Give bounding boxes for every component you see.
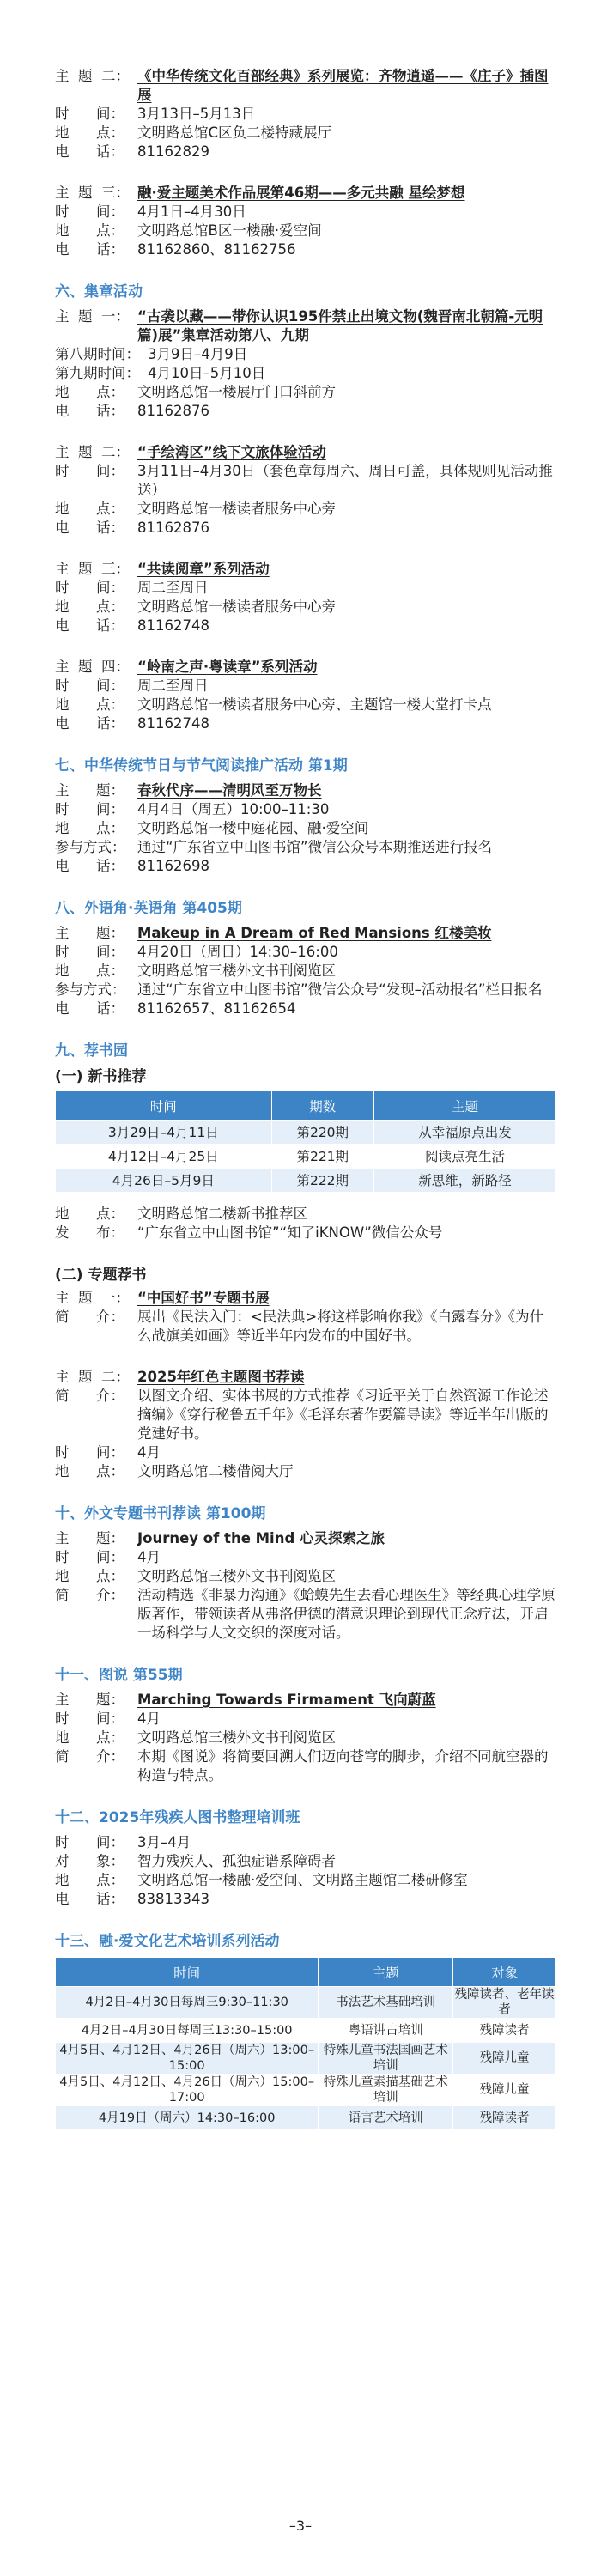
table-header-cell: 时间 xyxy=(56,1091,272,1121)
info-row xyxy=(55,143,556,161)
field-value: 文明路总馆二楼新书推荐区 xyxy=(137,1206,307,1222)
section-title: 十二、2025年残疾人图书整理培训班 xyxy=(55,1809,300,1826)
subsection-title: (二) 专题荐书 xyxy=(55,1267,147,1284)
field-value: 3月–4月 xyxy=(137,1834,191,1850)
info-row xyxy=(55,240,556,259)
table-cell: 书法艺术基础培训 xyxy=(319,1987,453,2019)
info-row xyxy=(55,981,556,999)
info-row xyxy=(55,598,556,617)
table-header-row xyxy=(56,1958,556,1987)
field-value: 81162748 xyxy=(137,715,209,732)
field-value: 文明路总馆三楼外文书刊阅览区 xyxy=(137,1729,336,1746)
activity-block xyxy=(55,560,556,635)
info-row xyxy=(55,345,556,364)
field-label: 主 题： xyxy=(55,782,124,799)
field-label: 时 间： xyxy=(55,204,124,220)
info-row xyxy=(55,714,556,733)
section-art-training xyxy=(55,1931,556,2130)
field-label: 电 话： xyxy=(55,1891,124,1907)
activity-block xyxy=(55,1529,556,1643)
field-label: 时 间： xyxy=(55,677,124,694)
field-value: 4月 xyxy=(137,1444,161,1461)
field-label: 电 话： xyxy=(55,617,124,634)
info-row xyxy=(55,462,556,500)
table-cell: 残障儿童 xyxy=(453,2043,556,2075)
section-title: 十、外文专题书刊荐读 第100期 xyxy=(55,1505,266,1522)
field-value: 81162829 xyxy=(137,143,209,160)
table-cell: 残障儿童 xyxy=(453,2075,556,2106)
table-cell: 4月19日（周六）14:30–16:00 xyxy=(56,2106,319,2130)
table-cell: 特殊儿童书法国画艺术培训 xyxy=(319,2043,453,2075)
info-row xyxy=(55,222,556,240)
field-value: 文明路总馆一楼中庭花园、融·爱空间 xyxy=(137,820,369,836)
field-label: 简 介： xyxy=(55,1309,124,1325)
table-cell: 残障读者 xyxy=(453,2106,556,2130)
table-cell: 4月5日、4月12日、4月26日（周六）15:00–17:00 xyxy=(56,2075,319,2106)
field-value: 文明路总馆C区负二楼特藏展厅 xyxy=(137,125,332,141)
table-header-cell: 时间 xyxy=(56,1958,319,1987)
topic-title: “共读阅章”系列活动 xyxy=(137,561,270,577)
field-value: 81162748 xyxy=(137,617,209,634)
field-value: 81162698 xyxy=(137,858,209,874)
field-label: 参与方式： xyxy=(55,839,126,855)
field-label: 电 话： xyxy=(55,858,124,874)
activity-block xyxy=(55,658,556,733)
activity-block xyxy=(55,184,556,259)
section-stamp-activities xyxy=(55,282,556,733)
info-row xyxy=(55,1710,556,1728)
info-row xyxy=(55,1747,556,1785)
field-label: 地 点： xyxy=(55,1206,124,1222)
field-value: 文明路总馆一楼展厅门口斜前方 xyxy=(137,384,336,400)
field-label: 主 题 二： xyxy=(55,444,130,460)
table-cell: 第220期 xyxy=(271,1121,373,1145)
field-label: 时 间： xyxy=(55,463,124,479)
info-row xyxy=(55,943,556,962)
field-value: 83813343 xyxy=(137,1891,209,1907)
info-row xyxy=(55,800,556,819)
field-label: 参与方式： xyxy=(55,981,126,998)
field-label: 第八期时间： xyxy=(55,346,140,362)
field-label: 地 点： xyxy=(55,1568,124,1584)
info-row xyxy=(55,560,556,579)
field-value: 81162657、81162654 xyxy=(137,1000,296,1017)
table-cell: 4月2日–4月30日每周三9:30–11:30 xyxy=(56,1987,319,2019)
info-row xyxy=(55,696,556,714)
table-header-row xyxy=(56,1091,556,1121)
info-row xyxy=(55,781,556,800)
subsection-title: (一) 新书推荐 xyxy=(55,1068,147,1085)
section-foreign-books xyxy=(55,1504,556,1643)
field-label: 发 布： xyxy=(55,1224,124,1241)
table-cell: 4月26日–5月9日 xyxy=(56,1169,272,1193)
info-row xyxy=(55,658,556,677)
schedule-table xyxy=(55,1957,556,2130)
field-label: 简 介： xyxy=(55,1748,124,1765)
field-label: 地 点： xyxy=(55,696,124,713)
field-label: 时 间： xyxy=(55,1444,124,1461)
info-row xyxy=(55,999,556,1018)
field-label: 电 话： xyxy=(55,715,124,732)
info-row xyxy=(55,857,556,876)
field-label: 电 话： xyxy=(55,1000,124,1017)
section-title: 六、集章活动 xyxy=(55,283,143,301)
activity-block xyxy=(55,1289,556,1346)
table-cell: 3月29日–4月11日 xyxy=(56,1121,272,1145)
info-row xyxy=(55,1871,556,1890)
info-row xyxy=(55,383,556,402)
field-label: 时 间： xyxy=(55,1834,124,1850)
field-value: 4月 xyxy=(137,1710,161,1727)
info-row xyxy=(55,962,556,981)
table-header-cell: 对象 xyxy=(453,1958,556,1987)
field-label: 地 点： xyxy=(55,963,124,979)
info-row xyxy=(55,105,556,124)
field-label: 电 话： xyxy=(55,241,124,258)
info-row xyxy=(55,443,556,462)
table-cell: 粤语讲古培训 xyxy=(319,2019,453,2043)
table-row xyxy=(56,1145,556,1169)
info-row xyxy=(55,203,556,222)
section-festival-reading xyxy=(55,756,556,876)
field-label: 主 题： xyxy=(55,1530,124,1546)
field-value: 4月10日–5月10日 xyxy=(148,365,266,381)
section-title: 十三、融·爱文化艺术培训系列活动 xyxy=(55,1933,280,1950)
field-label: 第九期时间： xyxy=(55,365,140,381)
field-value: 81162876 xyxy=(137,403,209,419)
section-english-corner xyxy=(55,898,556,1018)
table-header-cell: 期数 xyxy=(271,1091,373,1121)
info-row xyxy=(55,1443,556,1462)
field-value: 周二至周日 xyxy=(137,677,209,694)
field-label: 地 点： xyxy=(55,820,124,836)
table-row xyxy=(56,2019,556,2043)
activity-block xyxy=(55,443,556,538)
info-row xyxy=(55,1462,556,1481)
info-row xyxy=(55,402,556,421)
field-label: 主 题 三： xyxy=(55,561,130,577)
topic-title: “岭南之声·粤读章”系列活动 xyxy=(137,659,318,675)
topic-title: 春秋代序——清明风至万物长 xyxy=(137,782,322,799)
field-label: 主 题： xyxy=(55,925,124,941)
field-value: 文明路总馆一楼融·爱空间、文明路主题馆二楼研修室 xyxy=(137,1872,468,1888)
page-number: –3– xyxy=(288,2518,313,2534)
field-value: 3月11日–4月30日（套色章每周六、周日可盖，具体规则见活动推送） xyxy=(137,463,553,498)
table-header-cell: 主题 xyxy=(373,1091,555,1121)
field-value: 通过“广东省立中山图书馆”微信公众号“发现–活动报名”栏目报名 xyxy=(137,981,543,998)
activity-block xyxy=(55,307,556,421)
info-row xyxy=(55,1289,556,1308)
info-row xyxy=(55,1308,556,1346)
topic-title: Journey of the Mind 心灵探索之旅 xyxy=(137,1530,385,1546)
field-label: 时 间： xyxy=(55,944,124,960)
schedule-table xyxy=(55,1091,556,1193)
table-row xyxy=(56,1987,556,2019)
section-book-recommend xyxy=(55,1041,556,1481)
info-row xyxy=(55,500,556,519)
field-label: 地 点： xyxy=(55,125,124,141)
table-row xyxy=(56,2106,556,2130)
activity-block xyxy=(55,1833,556,1909)
field-label: 主 题 二： xyxy=(55,1369,130,1385)
field-label: 主 题 四： xyxy=(55,659,130,675)
field-value: 文明路总馆二楼借阅大厅 xyxy=(137,1463,294,1479)
field-label: 时 间： xyxy=(55,106,124,122)
field-value: 本期《图说》将简要回溯人们迈向苍穹的脚步，介绍不同航空器的构造与特点。 xyxy=(137,1748,549,1783)
section-title: 八、外语角·英语角 第405期 xyxy=(55,900,242,917)
info-row xyxy=(55,184,556,203)
field-label: 地 点： xyxy=(55,1729,124,1746)
info-row xyxy=(55,1567,556,1586)
info-row xyxy=(55,819,556,838)
info-row xyxy=(55,579,556,598)
field-value: 以图文介绍、实体书展的方式推荐《习近平关于自然资源工作论述摘编》《穿行秘鲁五千年》《毛泽东著作要篇导读》等近半年出版的党建好书。 xyxy=(137,1388,549,1442)
topic-title: Makeup in A Dream of Red Mansions 红楼美妆 xyxy=(137,925,492,941)
table-cell: 从幸福原点出发 xyxy=(373,1121,555,1145)
field-label: 时 间： xyxy=(55,580,124,596)
field-label: 电 话： xyxy=(55,519,124,536)
field-value: 文明路总馆一楼读者服务中心旁 xyxy=(137,598,336,615)
activity-block xyxy=(55,924,556,1018)
table-cell: 语言艺术培训 xyxy=(319,2106,453,2130)
info-row xyxy=(55,307,556,345)
topic-title: “中国好书”专题书展 xyxy=(137,1290,270,1306)
info-row xyxy=(55,1387,556,1443)
table-row xyxy=(56,2075,556,2106)
section-training-class xyxy=(55,1807,556,1909)
field-value: 4月4日（周五）10:00–11:30 xyxy=(137,801,330,817)
field-value: 文明路总馆一楼读者服务中心旁、主题馆一楼大堂打卡点 xyxy=(137,696,492,713)
info-row xyxy=(55,617,556,635)
field-value: 81162876 xyxy=(137,519,209,536)
activity-block xyxy=(55,781,556,876)
field-value: 周二至周日 xyxy=(137,580,209,596)
topic-title: “手绘湾区”线下文旅体验活动 xyxy=(137,444,326,460)
activity-block xyxy=(55,67,556,161)
field-value: 81162860、81162756 xyxy=(137,241,296,258)
field-value: 文明路总馆三楼外文书刊阅览区 xyxy=(137,963,336,979)
field-label: 地 点： xyxy=(55,1463,124,1479)
info-row xyxy=(55,1586,556,1643)
continued-section xyxy=(55,67,556,259)
info-row xyxy=(55,1852,556,1871)
table-cell: 新思维，新路径 xyxy=(373,1169,555,1193)
field-label: 时 间： xyxy=(55,1710,124,1727)
field-value: 4月20日（周日）14:30–16:00 xyxy=(137,944,338,960)
field-value: 展出《民法入门：<民法典>将这样影响你我》《白露春分》《为什么战旗美如画》等近半年内发布的中国好书。 xyxy=(137,1309,544,1344)
table-cell: 4月5日、4月12日、4月26日（周六）13:00–15:00 xyxy=(56,2043,319,2075)
table-cell: 4月12日–4月25日 xyxy=(56,1145,272,1169)
topic-title: 2025年红色主题图书荐读 xyxy=(137,1369,305,1385)
field-label: 地 点： xyxy=(55,384,124,400)
activity-block xyxy=(55,1691,556,1785)
info-row xyxy=(55,1833,556,1852)
info-row xyxy=(55,124,556,143)
info-row xyxy=(55,1890,556,1909)
table-cell: 残障读者 xyxy=(453,2019,556,2043)
field-label: 主 题 二： xyxy=(55,68,130,84)
section-title: 十一、图说 第55期 xyxy=(55,1667,183,1684)
table-row xyxy=(56,1169,556,1193)
info-row xyxy=(55,519,556,538)
info-row xyxy=(55,677,556,696)
field-label: 主 题 一： xyxy=(55,1290,130,1306)
section-title: 七、中华传统节日与节气阅读推广活动 第1期 xyxy=(55,757,348,775)
field-label: 地 点： xyxy=(55,1872,124,1888)
field-label: 地 点： xyxy=(55,598,124,615)
field-label: 电 话： xyxy=(55,403,124,419)
table-cell: 特殊儿童素描基础艺术培训 xyxy=(319,2075,453,2106)
topic-title: “古袭以藏——带你认识195件禁止出境文物(魏晋南北朝篇-元明篇)展”集章活动第八、九期 xyxy=(137,308,543,343)
field-label: 时 间： xyxy=(55,801,124,817)
field-label: 地 点： xyxy=(55,501,124,517)
table-header-cell: 主题 xyxy=(319,1958,453,1987)
field-value: 通过“广东省立中山图书馆”微信公众号本期推送进行报名 xyxy=(137,839,493,855)
table-row xyxy=(56,2043,556,2075)
field-value: 3月13日–5月13日 xyxy=(137,106,256,122)
field-value: 4月1日–4月30日 xyxy=(137,204,246,220)
field-value: “广东省立中山图书馆”“知了iKNOW”微信公众号 xyxy=(137,1224,443,1241)
table-cell: 第222期 xyxy=(271,1169,373,1193)
info-row xyxy=(55,67,556,105)
activity-block xyxy=(55,1205,556,1242)
field-label: 电 话： xyxy=(55,143,124,160)
field-label: 主 题： xyxy=(55,1692,124,1708)
field-label: 简 介： xyxy=(55,1587,124,1603)
field-label: 时 间： xyxy=(55,1549,124,1565)
info-row xyxy=(55,924,556,943)
table-cell: 4月2日–4月30日每周三13:30–15:00 xyxy=(56,2019,319,2043)
info-row xyxy=(55,838,556,857)
field-value: 智力残疾人、孤独症谱系障碍者 xyxy=(137,1853,336,1869)
field-label: 主 题 三： xyxy=(55,185,130,201)
field-label: 对 象： xyxy=(55,1853,124,1869)
info-row xyxy=(55,1224,556,1242)
info-row xyxy=(55,364,556,383)
field-value: 文明路总馆B区一楼融·爱空间 xyxy=(137,222,322,239)
info-row xyxy=(55,1205,556,1224)
field-value: 活动精选《非暴力沟通》《蛤蟆先生去看心理医生》等经典心理学原版著作，带领读者从弗洛伊德的潜意识理论到现代正念疗法，开启一场科学与人文交织的深度对话。 xyxy=(137,1587,555,1641)
table-cell: 残障读者、老年读者 xyxy=(454,1988,555,2017)
section-title: 九、荐书园 xyxy=(55,1042,128,1060)
topic-title: 《中华传统文化百部经典》系列展览：齐物逍遥——《庄子》插图展 xyxy=(137,68,549,103)
info-row xyxy=(55,1529,556,1548)
table-cell: 第221期 xyxy=(271,1145,373,1169)
section-tushuo xyxy=(55,1665,556,1785)
info-row xyxy=(55,1728,556,1747)
field-label: 简 介： xyxy=(55,1388,124,1404)
field-label: 地 点： xyxy=(55,222,124,239)
topic-title: Marching Towards Firmament 飞向蔚蓝 xyxy=(137,1692,436,1708)
info-row xyxy=(55,1548,556,1567)
field-value: 文明路总馆一楼读者服务中心旁 xyxy=(137,501,336,517)
field-value: 文明路总馆三楼外文书刊阅览区 xyxy=(137,1568,336,1584)
info-row xyxy=(55,1691,556,1710)
topic-title: 融·爱主题美术作品展第46期——多元共融 星绘梦想 xyxy=(137,185,465,201)
field-value: 3月9日–4月9日 xyxy=(148,346,248,362)
table-row xyxy=(56,1121,556,1145)
table-cell: 阅读点亮生活 xyxy=(373,1145,555,1169)
activity-block xyxy=(55,1368,556,1481)
field-value: 4月 xyxy=(137,1549,161,1565)
field-label: 主 题 一： xyxy=(55,308,130,325)
info-row xyxy=(55,1368,556,1387)
